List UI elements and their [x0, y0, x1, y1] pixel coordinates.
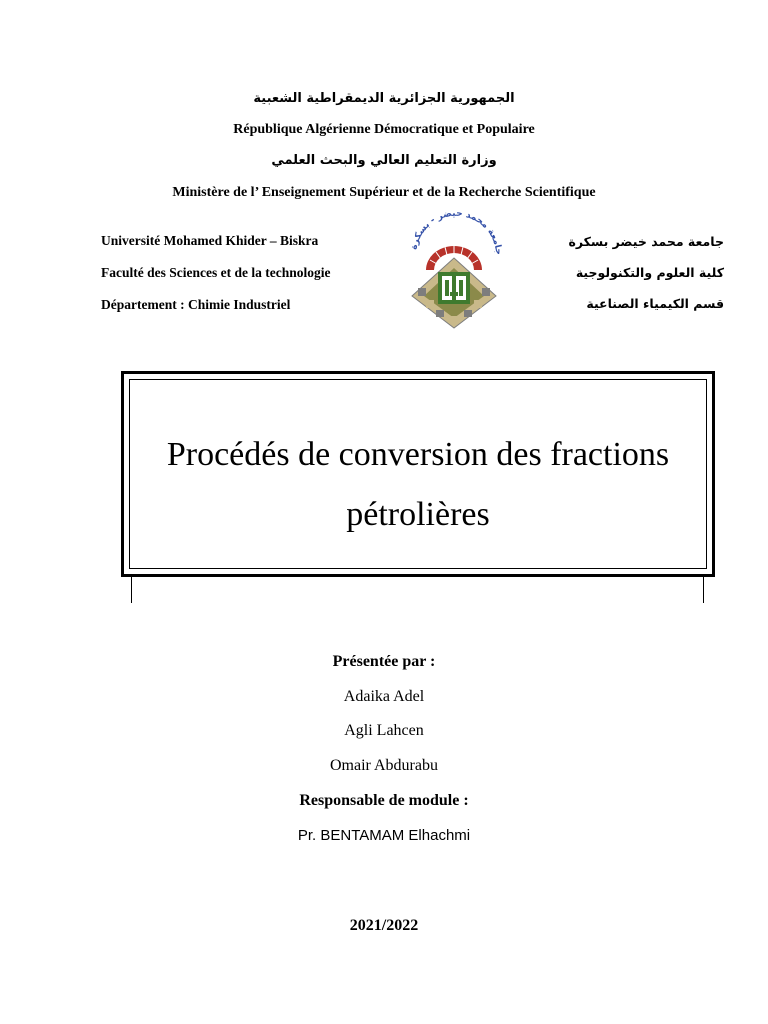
document-title-line2: pétrolières: [346, 496, 490, 533]
university-logo: [404, 212, 504, 330]
frame-left-tick: [131, 577, 132, 603]
faculty-arabic: كلية العلوم والتكنولوجية: [575, 265, 724, 280]
faculty-french: Faculté des Sciences et de la technologie: [101, 265, 331, 280]
ministry-french: Ministère de l’ Enseignement Supérieur et de la Recherche Scientifique: [172, 185, 596, 200]
author-name: Adaika Adel: [343, 688, 425, 705]
university-french: Université Mohamed Khider – Biskra: [101, 233, 319, 248]
title-frame-inner: [129, 379, 707, 569]
department-arabic: قسم الكيمياء الصناعية: [586, 296, 724, 311]
academic-year: 2021/2022: [349, 917, 419, 934]
author-name: Agli Lahcen: [344, 722, 424, 739]
document-title-line1: Procédés de conversion des fractions: [166, 436, 670, 473]
department-french: Département : Chimie Industriel: [101, 297, 291, 312]
author-name: Omair Abdurabu: [330, 757, 438, 774]
presented-by-label: Présentée par :: [332, 653, 436, 670]
frame-right-tick: [703, 577, 704, 603]
republic-french: République Algérienne Démocratique et Populaire: [233, 122, 535, 137]
university-logo-graphic: [404, 212, 504, 330]
republic-arabic: الجمهورية الجزائرية الديمقراطية الشعبية: [253, 91, 515, 106]
supervisor-label: Responsable de module :: [299, 792, 469, 809]
ministry-arabic: وزارة التعليم العالي والبحث العلمي: [271, 153, 497, 168]
logo-arc-text: جامعة محمد خيضر - بسكرة: [409, 212, 504, 256]
university-arabic: جامعة محمد خيضر بسكرة: [568, 234, 724, 249]
supervisor-name: Pr. BENTAMAM Elhachmi: [297, 827, 471, 844]
